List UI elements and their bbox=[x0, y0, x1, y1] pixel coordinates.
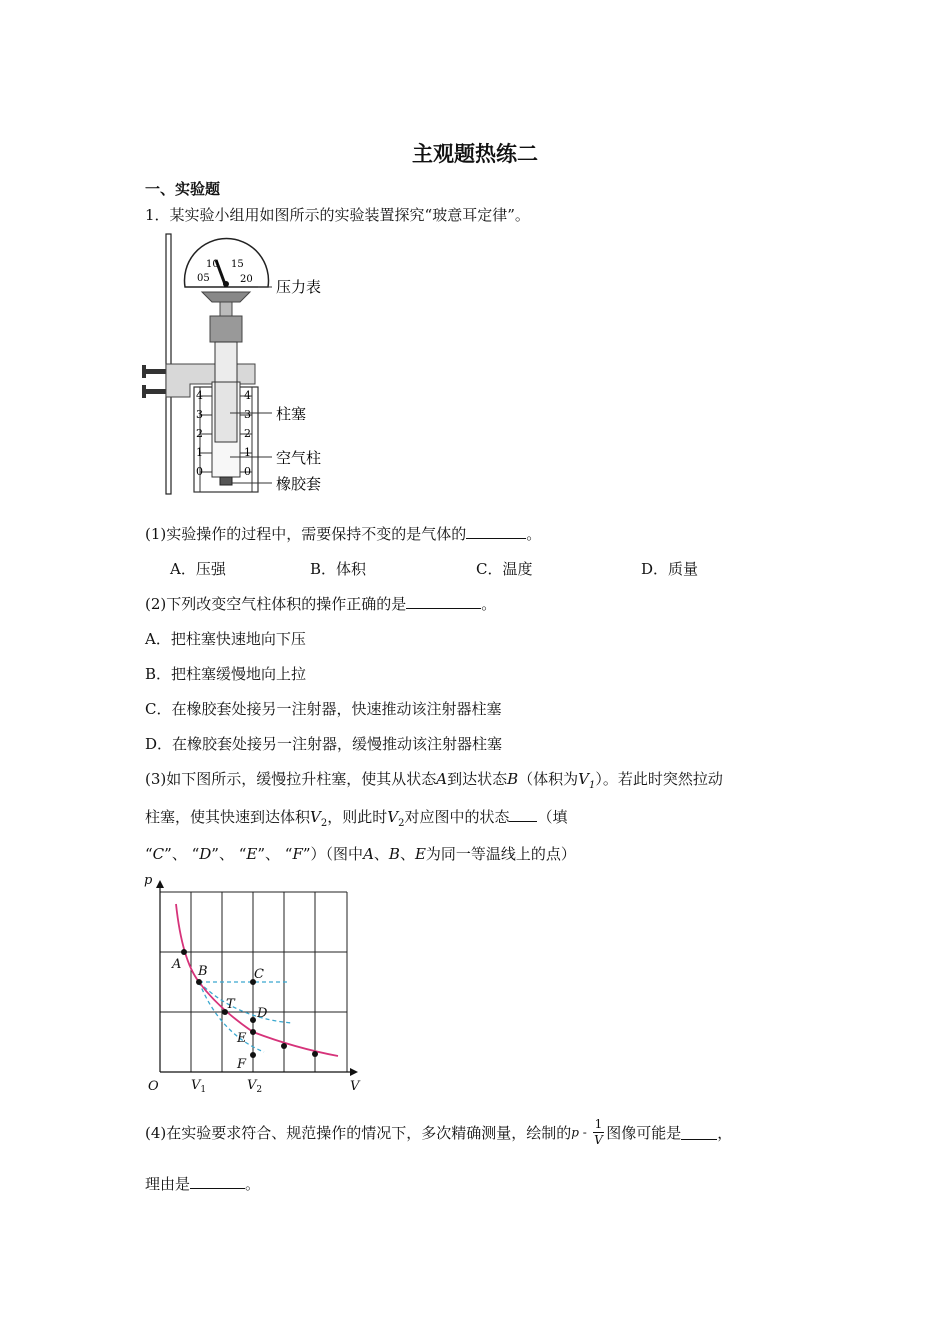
pv-graph bbox=[140, 868, 370, 1098]
question-1-3-line-1: (3)如下图所示，缓慢拉升柱塞，使其从状态A到达状态B（体积为$V_1$）。若此时突然拉动 bbox=[145, 770, 723, 791]
option-1-1-a: A．压强 bbox=[170, 560, 226, 578]
curve-point bbox=[281, 1043, 287, 1049]
label-rubber-cap: 橡胶套 bbox=[276, 475, 322, 493]
p-axis-arrow-icon bbox=[156, 880, 164, 888]
answer-blank[interactable] bbox=[681, 1125, 717, 1140]
answer-blank[interactable] bbox=[466, 524, 526, 539]
page-title: 主观题热练二 bbox=[412, 141, 538, 166]
axis-label-p: p bbox=[144, 873, 153, 888]
label-e: E bbox=[237, 1031, 247, 1046]
v-axis-arrow-icon bbox=[350, 1068, 358, 1076]
label-c: C bbox=[254, 967, 264, 982]
curve-point bbox=[312, 1051, 318, 1057]
origin-label: O bbox=[148, 1079, 159, 1094]
point-e bbox=[250, 1029, 256, 1035]
label-b: B bbox=[198, 964, 208, 979]
answer-blank[interactable] bbox=[406, 594, 481, 609]
label-f: F bbox=[237, 1057, 247, 1072]
fraction-one-over-v: $\frac{1}{V}$ bbox=[594, 1117, 603, 1147]
label-t: T bbox=[226, 997, 235, 1012]
scale-number: 0 bbox=[244, 465, 251, 478]
label-d: D bbox=[257, 1006, 268, 1021]
section-heading: 一、实验题 bbox=[145, 180, 221, 198]
scale-number: 4 bbox=[196, 389, 203, 402]
scale-number: 0 bbox=[196, 465, 203, 478]
option-1-1-b: B．体积 bbox=[310, 560, 367, 578]
point-f bbox=[250, 1052, 256, 1058]
scale-number: 1 bbox=[244, 446, 251, 459]
answer-blank[interactable] bbox=[509, 807, 537, 822]
scale-number: 3 bbox=[196, 408, 203, 421]
scale-number: 4 bbox=[244, 389, 251, 402]
question-1-4-reason: 理由是 。 bbox=[145, 1175, 261, 1193]
option-1-2-c: C．在橡胶套处接另一注射器，快速推动该注射器柱塞 bbox=[145, 700, 502, 718]
point-a bbox=[181, 949, 187, 955]
answer-blank[interactable] bbox=[190, 1174, 245, 1189]
gauge-tick: 05 bbox=[197, 273, 210, 284]
option-1-2-d: D．在橡胶套处接另一注射器，缓慢推动该注射器柱塞 bbox=[145, 735, 503, 753]
question-1-3-line-2: 柱塞，使其快速到达体积$V_2$，则此时$V_2$对应图中的状态 （填 bbox=[145, 808, 568, 829]
point-d bbox=[250, 1017, 256, 1023]
question-1-4: (4)在实验要求符合、规范操作的情况下，多次精确测量，绘制的p - $\frac{1}{V}$ 图像可能是 ， bbox=[145, 1117, 733, 1147]
question-1-3-line-3: “C”、 “D”、 “E”、 “F”）（图中A、B、E为同一等温线上的点） bbox=[145, 845, 576, 863]
scale-number: 2 bbox=[244, 427, 251, 440]
point-b bbox=[196, 979, 202, 985]
gauge-tick: 10 bbox=[206, 259, 219, 270]
option-1-1-d: D．质量 bbox=[641, 560, 699, 578]
question-1-2: (2)下列改变空气柱体积的操作正确的是 。 bbox=[145, 595, 497, 613]
tick-label-v1: $V_1$ bbox=[191, 1078, 207, 1095]
option-1-2-b: B．把柱塞缓慢地向上拉 bbox=[145, 665, 307, 683]
tick-label-v2: $V_2$ bbox=[247, 1078, 263, 1095]
option-1-2-a: A．把柱塞快速地向下压 bbox=[145, 630, 306, 648]
gauge-tick: 15 bbox=[231, 259, 244, 270]
scale-numbers-right bbox=[244, 389, 251, 478]
question-1-intro: 1．某实验小组用如图所示的实验装置探究“玻意耳定律”。 bbox=[145, 206, 530, 224]
label-piston: 柱塞 bbox=[276, 405, 307, 423]
label-pressure-gauge: 压力表 bbox=[276, 278, 322, 296]
option-1-1-c: C．温度 bbox=[476, 560, 533, 578]
question-1-1: (1)实验操作的过程中，需要保持不变的是气体的 。 bbox=[145, 525, 542, 543]
label-air-column: 空气柱 bbox=[276, 449, 322, 467]
scale-number: 3 bbox=[244, 408, 251, 421]
scale-number: 2 bbox=[196, 427, 203, 440]
gauge-tick: 20 bbox=[240, 274, 253, 285]
axis-label-v: V bbox=[350, 1079, 360, 1094]
label-a: A bbox=[172, 957, 182, 972]
syringe-apparatus-figure bbox=[140, 232, 340, 497]
scale-number: 1 bbox=[196, 446, 203, 459]
